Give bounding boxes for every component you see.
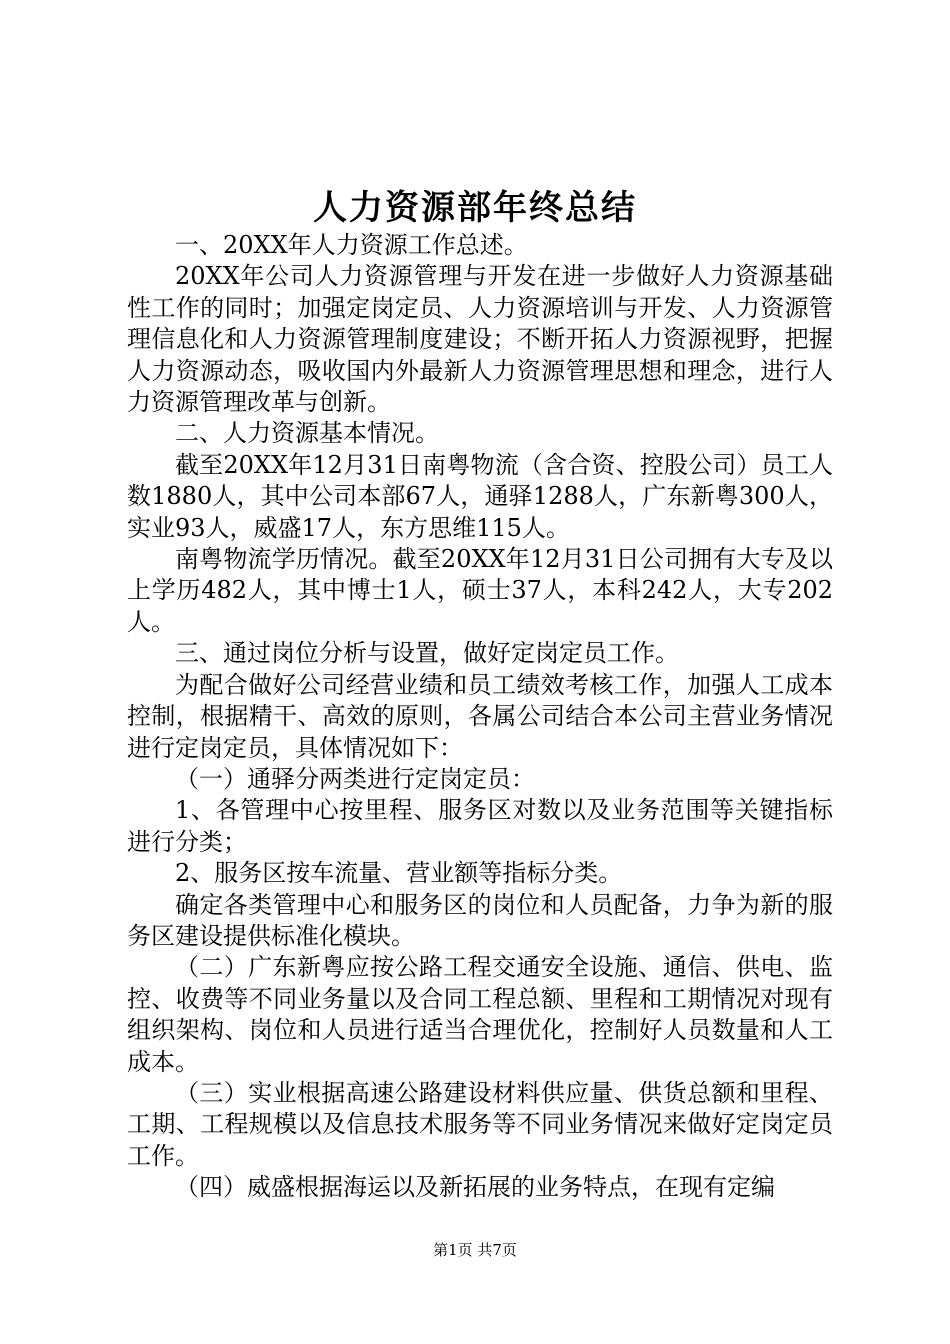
paragraph: 2、服务区按车流量、营业额等指标分类。 xyxy=(175,859,623,888)
document-body xyxy=(127,230,833,1204)
paragraph: （二）广东新粤应按公路工程交通安全设施、通信、供电、监控、收费等不同业务量以及合同工程总额、里程和工期情况对现有组织架构、岗位和人员进行适当合理优化，控制好人员数量和人工成本。 xyxy=(127,953,833,1076)
paragraph: （一）通驿分两类进行定岗定员： xyxy=(175,764,535,793)
paragraph: 为配合做好公司经营业绩和员工绩效考核工作，加强人工成本控制，根据精干、高效的原则，各属公司结合本公司主营业务情况进行定岗定员，具体情况如下： xyxy=(127,670,833,762)
paragraph: 二、人力资源基本情况。 xyxy=(175,419,439,448)
paragraph: 20XX年公司人力资源管理与开发在进一步做好人力资源基础性工作的同时；加强定岗定员、人力资源培训与开发、人力资源管理信息化和人力资源管理制度建设；不断开拓人力资源视野，把握人力资源动态，吸收国内外最新人力资源管理思想和理念，进行人力资源管理改革与创新。 xyxy=(127,262,833,417)
paragraph: 确定各类管理中心和服务区的岗位和人员配备，力争为新的服务区建设提供标准化模块。 xyxy=(127,890,833,950)
paragraph: 1、各管理中心按里程、服务区对数以及业务范围等关键指标进行分类； xyxy=(127,796,833,856)
paragraph: （四）威盛根据海运以及新拓展的业务特点，在现有定编 xyxy=(175,1173,775,1202)
paragraph: （三）实业根据高速公路建设材料供应量、供货总额和里程、工期、工程规模以及信息技术服务等不同业务情况来做好定岗定员工作。 xyxy=(127,1078,833,1170)
paragraph: 三、通过岗位分析与设置，做好定岗定员工作。 xyxy=(175,639,679,668)
document-title: 人力资源部年终总结 xyxy=(313,188,637,228)
paragraph: 截至20XX年12月31日南粤物流（含合资、控股公司）员工人数1880人，其中公司本部67人，通驿1288人，广东新粤300人，实业93人，威盛17人，东方思维115人。 xyxy=(127,450,833,542)
page-footer: 第1页 共7页 xyxy=(433,1241,517,1259)
paragraph: 南粤物流学历情况。截至20XX年12月31日公司拥有大专及以上学历482人，其中博士1人，硕士37人，本科242人，大专202人。 xyxy=(127,545,833,636)
paragraph: 一、20XX年人力资源工作总述。 xyxy=(175,231,528,259)
